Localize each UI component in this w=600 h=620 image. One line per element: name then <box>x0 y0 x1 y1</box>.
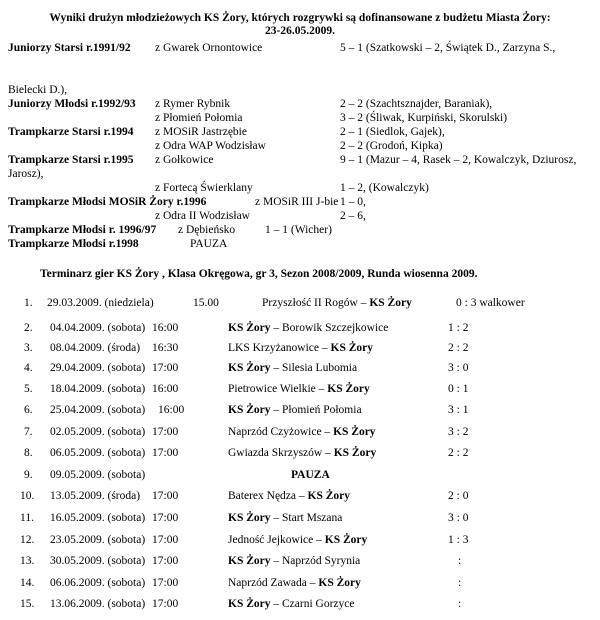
opponent: z Rymer Rybnik <box>155 98 231 110</box>
opponent-name: – Płomień Połomia <box>270 404 362 416</box>
match-score: : <box>458 598 462 610</box>
match-score: 3 : 1 <box>448 404 469 416</box>
round-number: 8. <box>24 447 33 459</box>
match-date: 06.06.2009. (sobota) <box>50 577 146 589</box>
match-score: 0 : 1 <box>448 383 469 395</box>
pause-label <box>291 469 330 482</box>
match-time: 17:00 <box>152 362 179 374</box>
match-time: 17:00 <box>152 447 179 459</box>
home-club-name: KS Żory <box>369 297 412 309</box>
match-score: 2 : 2 <box>448 342 469 354</box>
match-teams <box>228 534 367 547</box>
home-club-name: KS Żory <box>228 512 271 524</box>
opponent-name: Baterex Nędza – <box>228 490 308 502</box>
match-time: 16:30 <box>152 342 179 354</box>
match-teams <box>228 490 350 503</box>
match-score: : <box>458 555 462 567</box>
match-teams <box>228 426 376 439</box>
match-time: 17:00 <box>152 490 179 502</box>
home-club-name: KS Żory <box>330 342 374 354</box>
header-line-2: 23-26.05.2009. <box>265 25 335 37</box>
opponent-name: Naprzód Zawada – <box>228 577 319 589</box>
round-number: 10. <box>20 490 35 502</box>
match-time: 17:00 <box>152 598 179 610</box>
round-number: 11. <box>20 512 34 524</box>
match-teams <box>262 297 412 310</box>
opponent: z MOSiR Jastrzębie <box>155 126 247 138</box>
opponent-name: Gwiazda Skrzyszów – <box>228 447 334 459</box>
match-date: 13.05.2009. (środa) <box>50 490 141 502</box>
match-score: 2 : 0 <box>448 490 469 502</box>
team-name: Trampkarze Młodsi MOSiR Żory r.1996 <box>8 196 207 208</box>
opponent-name: LKS Krzyżanowice – <box>228 342 331 354</box>
match-date: 16.05.2009. (sobota) <box>50 512 146 524</box>
opponent-name: Naprzód Czyżowice – <box>228 426 334 438</box>
match-result: 2 – 1 (Siedlok, Gajek), <box>340 126 445 138</box>
round-number: 3. <box>24 342 33 354</box>
opponent-name: – Czarni Gorzyce <box>270 598 355 610</box>
opponent-name: – Naprzód Syrynia <box>270 555 361 567</box>
team-name: Juniorzy Młodsi r.1992/93 <box>8 98 136 110</box>
match-time: 17:00 <box>152 426 179 438</box>
match-score: 3 : 0 <box>448 362 469 374</box>
match-teams <box>228 383 370 396</box>
match-result: 1 – 1 (Wicher) <box>265 224 332 236</box>
home-club-name: PAUZA <box>291 469 330 481</box>
header-line-1: Wyniki drużyn młodzieżowych KS Żory, których rozgrywki są dofinansowane z budżetu Miasta Żory: <box>49 12 551 24</box>
opponent: z Dębieńsko <box>178 224 236 236</box>
home-club-name: KS Żory <box>228 555 271 567</box>
home-club-name: KS Żory <box>228 322 271 334</box>
home-club-name: KS Żory <box>327 383 370 395</box>
opponent-name: – Silesia Lubomia <box>270 362 358 374</box>
match-teams <box>228 447 376 460</box>
home-club-name: KS Żory <box>324 534 368 546</box>
match-time: 15.00 <box>193 297 219 309</box>
match-result: 3 – 2 (Śliwak, Kurpiński, Skorulski) <box>340 112 508 124</box>
match-result: 2 – 6, <box>340 210 366 222</box>
team-name: Juniorzy Starsi r.1991/92 <box>8 42 131 54</box>
match-score: 3 : 2 <box>448 426 469 438</box>
match-teams <box>228 322 388 335</box>
round-number: 5. <box>24 383 33 395</box>
round-number: 4. <box>24 362 33 374</box>
round-number: 13. <box>20 555 35 567</box>
team-name: Trampkarze Starsi r.1995 <box>8 154 134 166</box>
match-score: 2 : 2 <box>448 447 469 459</box>
opponent: z Odra WAP Wodzisław <box>155 140 266 152</box>
opponent-name: – Start Mszana <box>270 512 343 524</box>
team-name: Trampkarze Młodsi r. 1996/97 <box>8 224 157 236</box>
match-teams <box>228 362 357 375</box>
home-club-name: KS Żory <box>333 447 377 459</box>
match-result: 1 – 2, (Kowalczyk) <box>340 182 429 194</box>
match-time: 16:00 <box>152 322 179 334</box>
opponent-name: Jedność Jejkowice – <box>228 534 325 546</box>
match-date: 29.03.2009. (niedziela) <box>47 297 154 309</box>
match-teams <box>228 342 373 355</box>
schedule-title: Terminarz gier KS Żory , Klasa Okręgowa, gr 3, Sezon 2008/2009, Runda wiosenna 2009. <box>40 268 478 280</box>
round-number: 9. <box>24 469 33 481</box>
round-number: 7. <box>24 426 33 438</box>
match-time: 16:00 <box>152 383 179 395</box>
team-name: Trampkarze Młodsi r.1998 <box>8 238 139 250</box>
round-number: 2. <box>24 322 33 334</box>
round-number: 15. <box>20 598 35 610</box>
match-score: 0 : 3 walkower <box>456 297 525 309</box>
match-date: 18.04.2009. (sobota) <box>50 383 146 395</box>
match-date: 04.04.2009. (sobota) <box>50 322 146 334</box>
match-date: 09.05.2009. (sobota) <box>50 469 146 481</box>
match-date: 13.06.2009. (sobota) <box>50 598 146 610</box>
home-club-name: KS Żory <box>228 362 271 374</box>
match-teams <box>228 577 361 590</box>
pause-label: PAUZA <box>190 238 228 250</box>
opponent-name: – Borowik Szczejkowice <box>270 322 389 334</box>
team-name: Trampkarze Starsi r.1994 <box>8 126 134 138</box>
match-date: 29.04.2009. (sobota) <box>50 362 146 374</box>
match-score: 1 : 3 <box>448 534 469 546</box>
opponent-name: Pietrowice Wielkie – <box>228 383 328 395</box>
match-teams <box>228 404 362 417</box>
match-time: 17:00 <box>152 534 179 546</box>
match-date: 06.05.2009. (sobota) <box>50 447 146 459</box>
match-score: : <box>458 577 462 589</box>
match-teams <box>228 555 360 568</box>
opponent: z Płomień Połomia <box>155 112 243 124</box>
match-teams <box>228 598 354 611</box>
match-date: 02.05.2009. (sobota) <box>50 426 146 438</box>
match-score: 1 : 2 <box>448 322 469 334</box>
home-club-name: KS Żory <box>228 598 271 610</box>
opponent-name: Przyszłość II Rogów – <box>262 297 370 309</box>
opponent: z Gwarek Ornontowice <box>155 42 263 54</box>
match-date: 08.04.2009. (środa) <box>50 342 141 354</box>
match-result: 2 – 2 (Grodoń, Kipka) <box>340 140 443 152</box>
match-result: 5 – 1 (Szatkowski – 2, Świątek D., Zarzyna S., <box>340 42 556 54</box>
round-number: 14. <box>20 577 35 589</box>
match-time: 16:00 <box>158 404 185 416</box>
match-date: 23.05.2009. (sobota) <box>50 534 146 546</box>
match-result: 9 – 1 (Mazur – 4, Rasek – 2, Kowalczyk, Dziurosz, <box>340 154 577 166</box>
opponent: z Gołkowice <box>155 154 214 166</box>
result-continuation: Jarosz), <box>8 168 44 180</box>
home-club-name: KS Żory <box>307 490 351 502</box>
match-score: 3 : 0 <box>448 512 469 524</box>
opponent: z Fortecą Świerklany <box>155 182 253 194</box>
match-date: 25.04.2009. (sobota) <box>50 404 146 416</box>
match-time: 17:00 <box>152 555 179 567</box>
match-result: 1 – 0, <box>340 196 366 208</box>
match-date: 30.05.2009. (sobota) <box>50 555 146 567</box>
match-teams <box>228 512 342 525</box>
round-number: 12. <box>20 534 35 546</box>
match-time: 17:00 <box>152 512 179 524</box>
home-club-name: KS Żory <box>333 426 376 438</box>
match-result: 2 – 2 (Szachtsznajder, Baraniak), <box>340 98 493 110</box>
round-number: 6. <box>24 404 33 416</box>
opponent: z MOSiR III J-bie <box>255 196 339 208</box>
round-number: 1. <box>24 297 33 309</box>
result-continuation: Bielecki D.), <box>8 84 68 96</box>
match-time: 17:00 <box>152 577 179 589</box>
home-club-name: KS Żory <box>318 577 361 589</box>
opponent: z Odra II Wodzisław <box>155 210 250 222</box>
home-club-name: KS Żory <box>228 404 271 416</box>
